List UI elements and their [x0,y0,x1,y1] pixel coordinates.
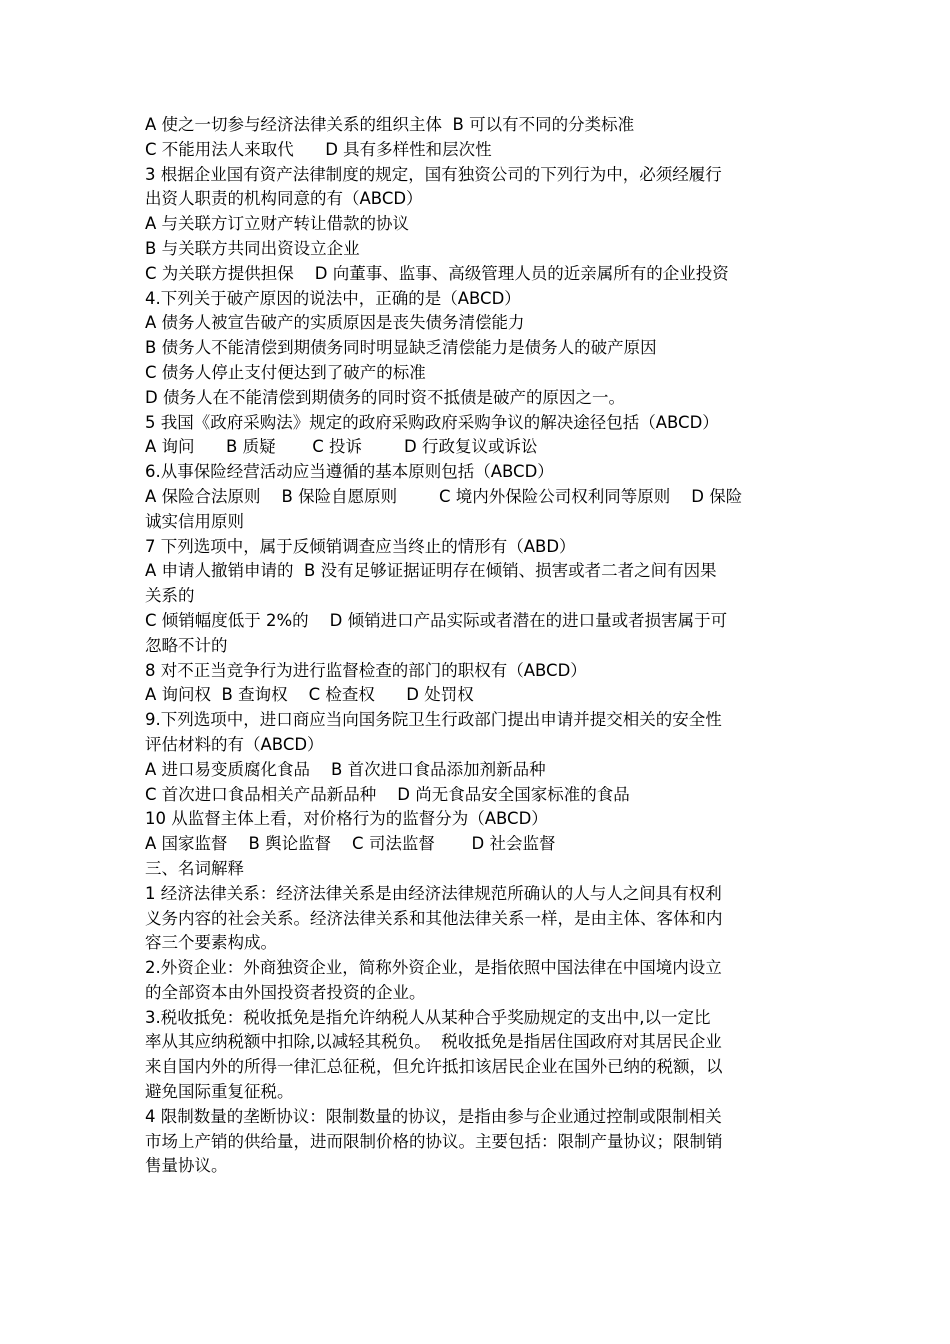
text-line: 8 对不正当竞争行为进行监督检查的部门的职权有（ABCD） [145,660,587,680]
text-line: 出资人职责的机构同意的有（ABCD） [145,189,423,209]
text-line: 避免国际重复征税。 [145,1082,294,1102]
text-line: 9.下列选项中，进口商应当向国务院卫生行政部门提出申请并提交相关的安全性 [145,710,722,730]
text-line: 的全部资本由外国投资者投资的企业。 [145,982,426,1002]
text-line: 关系的 [145,586,195,606]
text-line: A 申请人撤销申请的 B 没有足够证据证明存在倾销、损害或者二者之间有因果 [145,561,717,581]
text-line: 6.从事保险经营活动应当遵循的基本原则包括（ABCD） [145,462,554,482]
text-line: B 与关联方共同出资设立企业 [145,238,360,258]
text-line: 1 经济法律关系：经济法律关系是由经济法律规范所确认的人与人之间具有权利 [145,883,722,903]
text-line: 率从其应纳税额中扣除,以减轻其税负。 税收抵免是指居住国政府对其居民企业 [145,1032,722,1052]
text-line: 5 我国《政府采购法》规定的政府采购政府采购争议的解决途径包括（ABCD） [145,412,719,432]
text-line: 3.税收抵免：税收抵免是指允许纳税人从某种合乎奖励规定的支出中,以一定比 [145,1007,711,1027]
text-line: 诚实信用原则 [145,511,244,531]
text-line: D 债务人在不能清偿到期债务的同时资不抵债是破产的原因之一。 [145,387,625,407]
text-line: 义务内容的社会关系。经济法律关系和其他法律关系一样，是由主体、客体和内 [145,908,723,928]
text-line: 忽略不计的 [145,635,228,655]
text-line: C 倾销幅度低于 2%的 D 倾销进口产品实际或者潜在的进口量或者损害属于可 [145,610,728,630]
text-line: 2.外资企业：外商独资企业，简称外资企业，是指依照中国法律在中国境内设立 [145,958,722,978]
document-body [145,113,810,1179]
text-line: A 保险合法原则 B 保险自愿原则 C 境内外保险公司权利同等原则 D 保险 [145,486,743,506]
text-line: C 首次进口食品相关产品新品种 D 尚无食品安全国家标准的食品 [145,784,630,804]
text-line: C 不能用法人来取代 D 具有多样性和层次性 [145,139,492,159]
text-line: C 债务人停止支付便达到了破产的标准 [145,362,426,382]
text-line: 评估材料的有（ABCD） [145,734,324,754]
text-line: 10 从监督主体上看，对价格行为的监督分为（ABCD） [145,809,548,829]
text-line: 4.下列关于破产原因的说法中，正确的是（ABCD） [145,288,521,308]
text-line: 来自国内外的所得一律汇总征税，但允许抵扣该居民企业在国外已纳的税额，以 [145,1057,723,1077]
text-line: A 询问权 B 查询权 C 检查权 D 处罚权 [145,685,474,705]
text-line: A 询问 B 质疑 C 投诉 D 行政复议或诉讼 [145,437,538,457]
text-line: 4 限制数量的垄断协议：限制数量的协议，是指由参与企业通过控制或限制相关 [145,1106,722,1126]
text-line: 容三个要素构成。 [145,933,277,953]
text-line: A 国家监督 B 舆论监督 C 司法监督 D 社会监督 [145,834,556,854]
text-line: B 债务人不能清偿到期债务同时明显缺乏清偿能力是债务人的破产原因 [145,338,657,358]
text-line: A 债务人被宣告破产的实质原因是丧失债务清偿能力 [145,313,525,333]
text-line: A 进口易变质腐化食品 B 首次进口食品添加剂新品种 [145,759,546,779]
text-line: A 与关联方订立财产转让借款的协议 [145,214,410,234]
text-line: 售量协议。 [145,1156,228,1176]
text-line: A 使之一切参与经济法律关系的组织主体 B 可以有不同的分类标准 [145,115,635,134]
text-line: 7 下列选项中，属于反倾销调查应当终止的情形有（ABD） [145,536,576,556]
text-line: 市场上产销的供给量，进而限制价格的协议。主要包括：限制产量协议；限制销 [145,1131,723,1151]
text-line: 三、名词解释 [145,858,244,878]
text-line: 3 根据企业国有资产法律制度的规定，国有独资公司的下列行为中，必须经履行 [145,164,722,184]
text-line: C 为关联方提供担保 D 向董事、监事、高级管理人员的近亲属所有的企业投资 [145,263,729,283]
